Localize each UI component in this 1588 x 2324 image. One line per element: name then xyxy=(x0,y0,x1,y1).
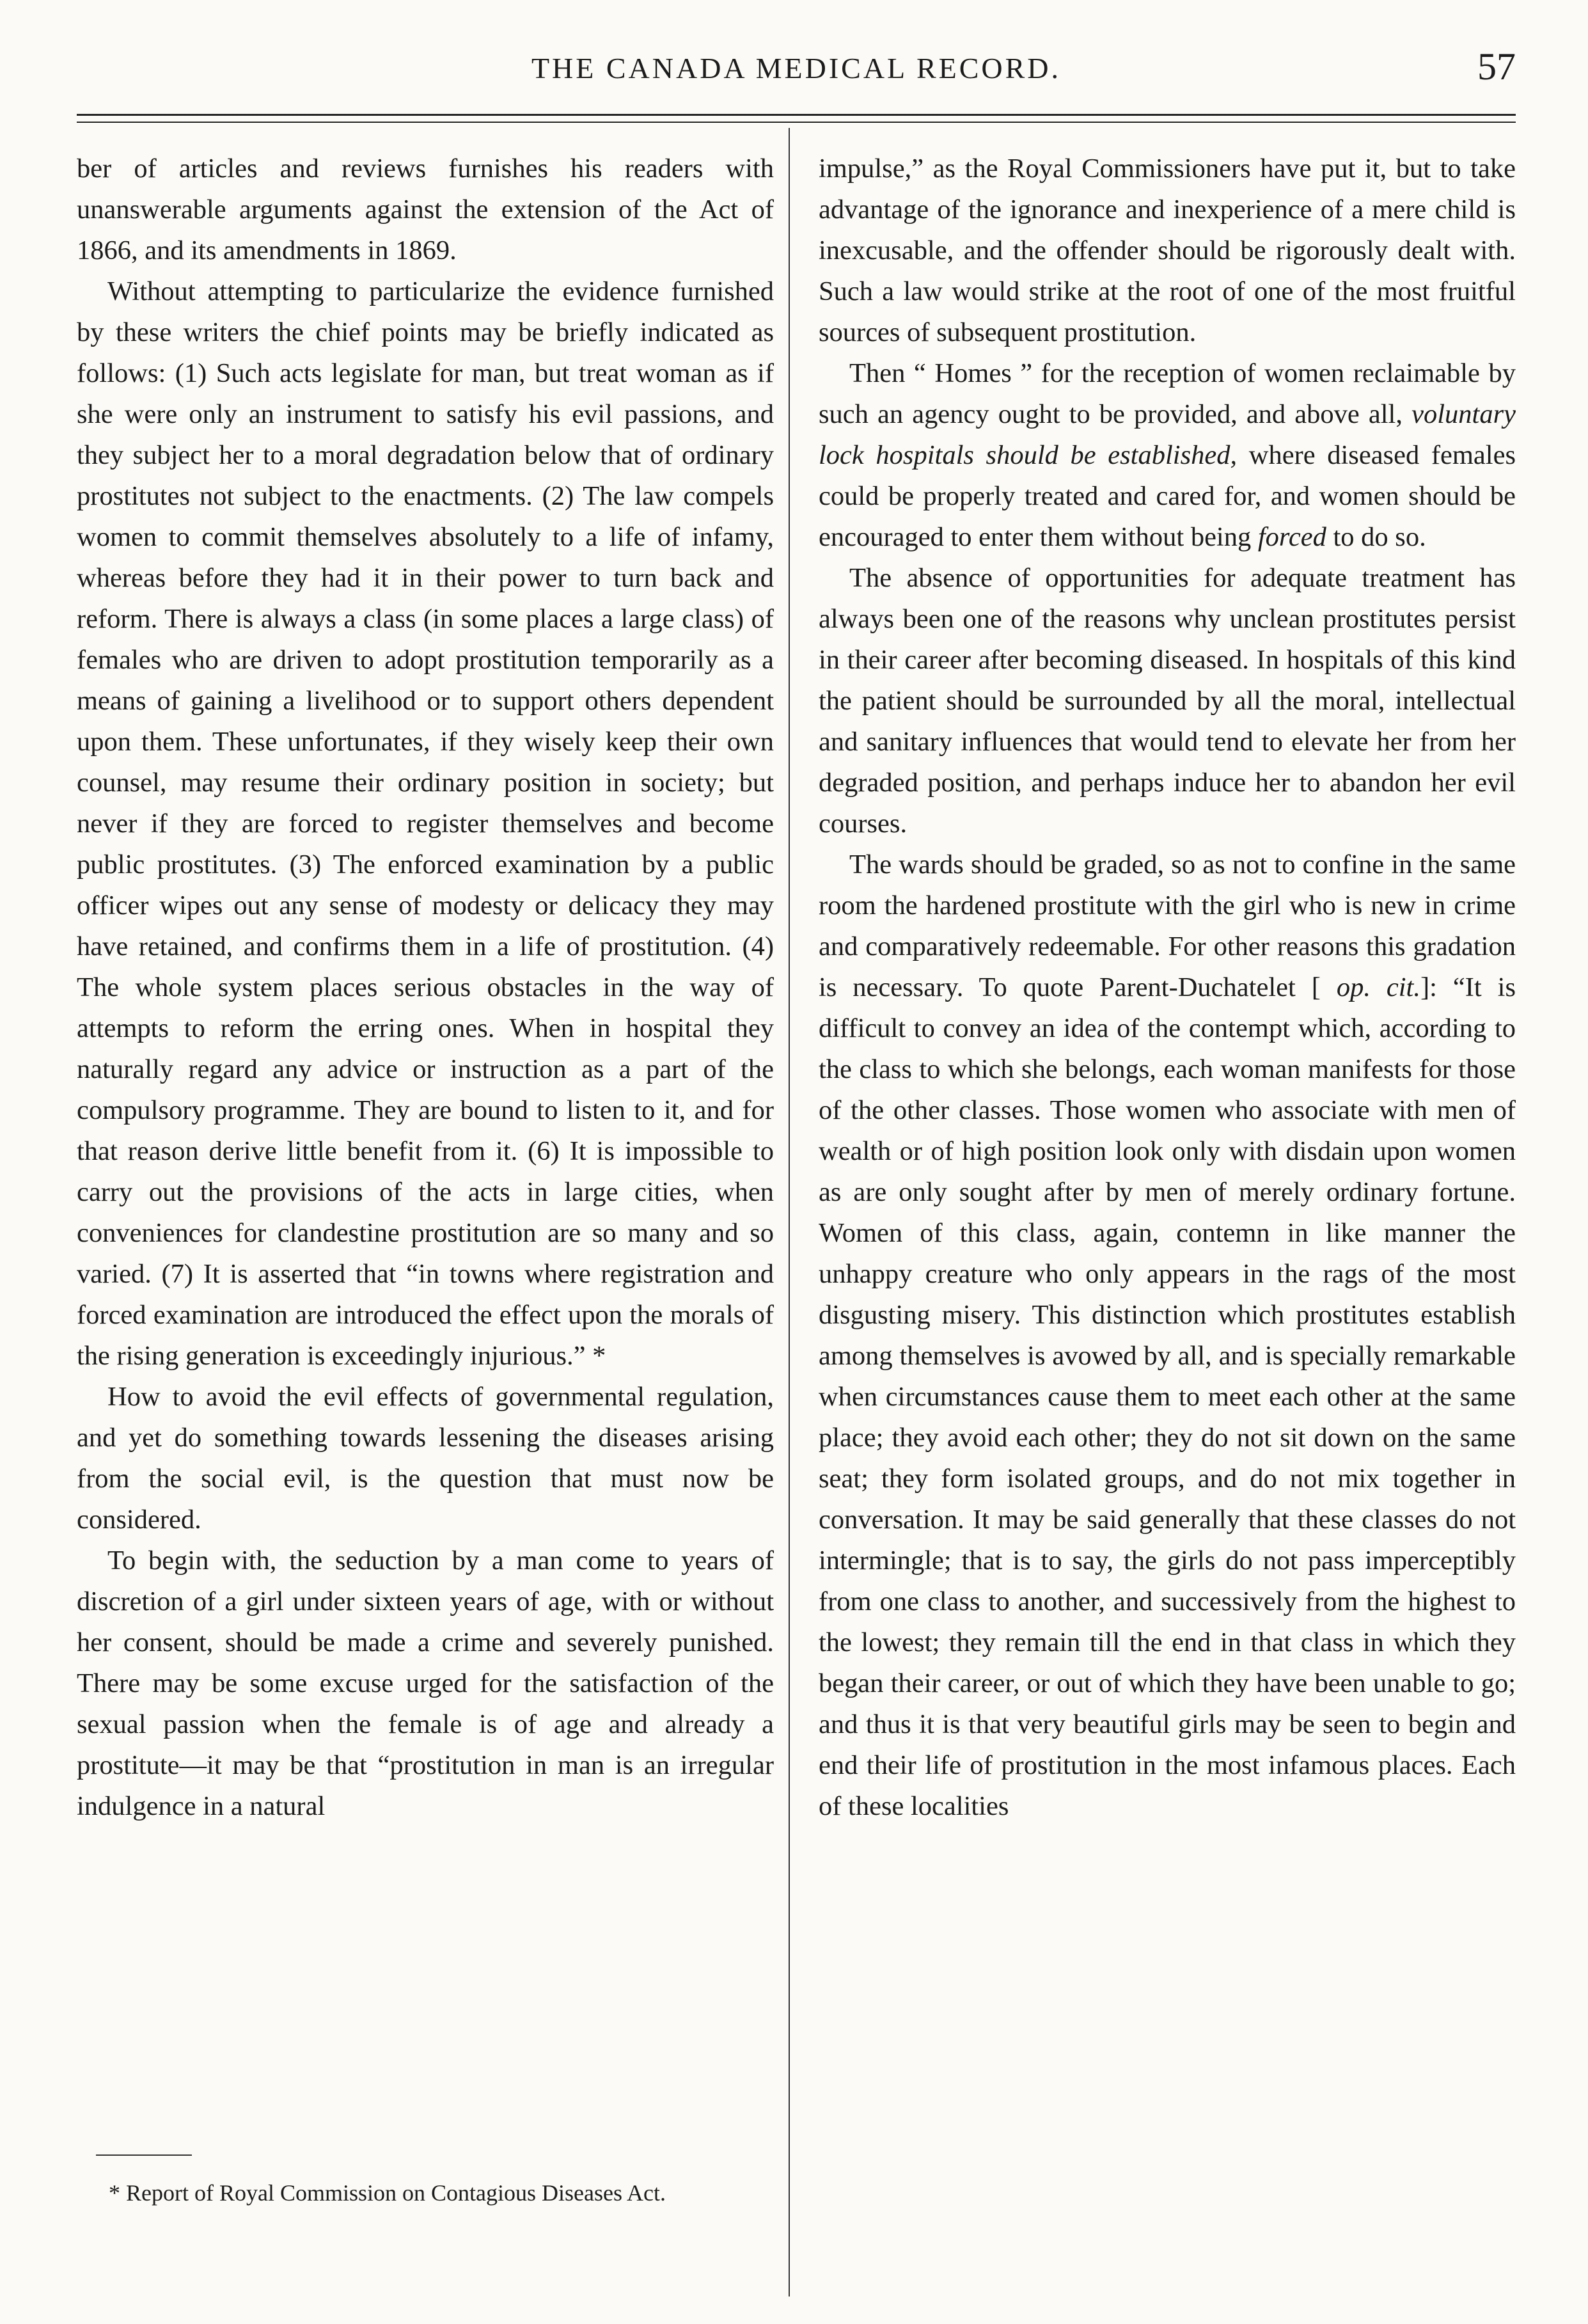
text-run: to do so. xyxy=(1326,522,1426,552)
right-paragraph-3: The absence of opportunities for adequate treatment has always been one of the reasons why unclean prostitutes persist in their career after becoming diseased. In hospitals of this kind the patient should be surrounded by all the moral, intellectual and sanitary influences that would tend to elevate her from her degraded position, and perhaps induce her to abandon her evil courses. xyxy=(819,563,1516,839)
text-run: where diseased females could be properly treated and cared for, and women should be encouraged to enter them without being xyxy=(819,440,1516,552)
left-paragraph-1: ber of articles and reviews furnishes his readers with unanswerable arguments against the extension of the Act of 1866, and its amendments in 1869. xyxy=(77,154,774,265)
right-paragraph-2 xyxy=(819,353,1516,558)
footnote: * Report of Royal Commission on Contagious Diseases Act. xyxy=(109,2180,666,2206)
page-header xyxy=(77,38,1516,102)
left-paragraph-3: How to avoid the evil effects of governmental regulation, and yet do something towards lessening the diseases arising from the social evil, is the question that must now be considered. xyxy=(77,1382,774,1535)
left-paragraph-4: To begin with, the seduction by a man come to years of discretion of a girl under sixteen years of age, with or without her consent, should be made a crime and severely punished. There may be some excuse urged for the satisfaction of the sexual passion when the female is of age and already a prostitute—it may be that “prostitution in man is an irregular indulgence in a natural xyxy=(77,1545,774,1821)
italic-run: voluntary lock hospitals should be established, xyxy=(819,399,1516,470)
text-run: Then “ Homes ” for the reception of women reclaimable by such an agency ought to be provided, and above all, xyxy=(819,358,1516,429)
right-paragraph-1: impulse,” as the Royal Commissioners have put it, but to take advantage of the ignorance and inexperience of a mere child is inexcusable, and the offender should be rigorously dealt with. Such a law would strike at the root of one of the most fruitful sources of subsequent prostitution. xyxy=(819,154,1516,347)
header-rule-top xyxy=(77,114,1516,116)
italic-run: op. cit. xyxy=(1336,972,1420,1002)
right-paragraph-4 xyxy=(819,844,1516,1827)
text-run: The wards should be graded, so as not to confine in the same room the hardened prostitute with the girl who is new in crime and comparatively redeemable. For other reasons this gradation is necessary. To quote Parent-Duchatelet [ xyxy=(819,850,1516,1002)
running-title: THE CANADA MEDICAL RECORD. xyxy=(531,52,1062,84)
left-column xyxy=(77,148,774,1827)
page-number: 57 xyxy=(1477,45,1516,88)
header-rule-bottom xyxy=(77,122,1516,123)
text-run: ]: “It is difficult to convey an idea of the contempt which, according to the class to which she belongs, each woman manifests for those of the other classes. Those women who associate with men of wealth or of high position look only with disdain upon women as are only sought after by men of merely ordinary fortune. Women of this class, again, contemn in like manner the unhappy creature who only appears in the rags of the most disgusting misery. This distinction which prostitutes establish among themselves is avowed by all, and is specially remarkable when circumstances cause them to meet each other at the same place; they avoid each other; they do not sit down on the same seat; they form isolated groups, and do not mix together in conversation. It may be said generally that these classes do not intermingle; that is to say, the girls do not pass imperceptibly from one class to another, and successively from the highest to the lowest; they remain till the end in that class in which they began their career, or out of which they have been unable to go; and thus it is that very beautiful girls may be seen to begin and end their life of prostitution in the most infamous places. Each of these localities xyxy=(819,972,1516,1821)
italic-run: forced xyxy=(1257,522,1326,552)
right-column xyxy=(819,148,1516,1827)
footnote-rule xyxy=(96,2154,192,2156)
column-divider xyxy=(789,128,790,2296)
left-paragraph-2: Without attempting to particularize the evidence furnished by these writers the chief points may be briefly indicated as follows: (1) Such acts legislate for man, but treat woman as if she were only an instrument to satisfy his evil passions, and they subject her to a moral degradation below that of ordinary prostitutes not subject to the enactments. (2) The law compels women to commit themselves absolutely to a life of infamy, whereas before they had it in their power to turn back and reform. There is always a class (in some places a large class) of females who are driven to adopt prostitution temporarily as a means of gaining a livelihood or to support others dependent upon them. These unfortunates, if they wisely keep their own counsel, may resume their ordinary position in society; but never if they are forced to register themselves and become public prostitutes. (3) The enforced examination by a public officer wipes out any sense of modesty or delicacy they may have retained, and confirms them in a life of prostitution. (4) The whole system places serious obstacles in the way of attempts to reform the erring ones. When in hospital they naturally regard any advice or instruction as a part of the compulsory programme. They are bound to listen to it, and for that reason derive little benefit from it. (6) It is impossible to carry out the provisions of the acts in large cities, when conveniences for clandestine prostitution are so many and so varied. (7) It is asserted that “in towns where registration and forced examination are introduced the effect upon the morals of the rising generation is exceedingly injurious.” * xyxy=(77,276,774,1371)
